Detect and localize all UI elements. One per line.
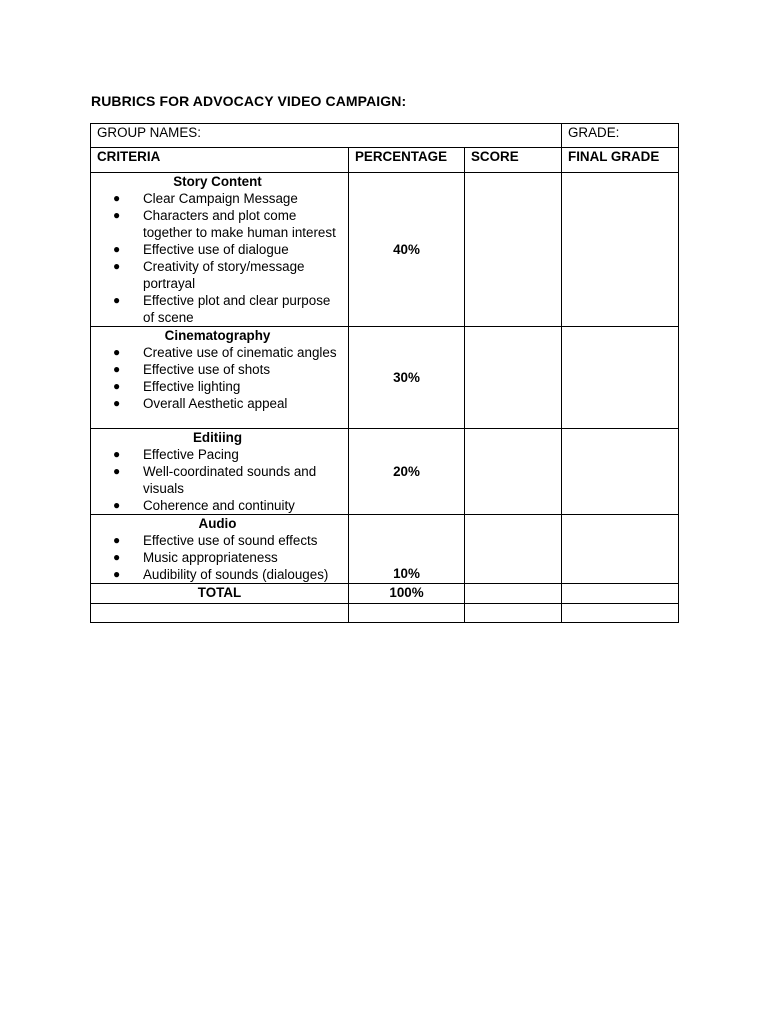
list-item [97,241,342,258]
bullet-icon: ● [113,345,121,359]
rubric-table [90,123,679,623]
criteria-cell [91,327,349,429]
bullet-icon: ● [113,533,121,547]
document-title: RUBRICS FOR ADVOCACY VIDEO CAMPAIGN: [91,93,407,109]
score-cell[interactable] [465,429,562,515]
criteria-cell [91,173,349,327]
final-grade-cell[interactable] [562,429,679,515]
total-row [91,584,679,604]
bullet-icon: ● [113,447,121,461]
percentage-cell: 40% [349,173,465,327]
total-final-grade-cell[interactable] [562,584,679,604]
list-item [97,497,342,514]
blank-cell[interactable] [465,604,562,623]
criterion-text: Effective Pacing [143,447,239,462]
criterion-text: Effective use of dialogue [143,242,289,257]
column-header-criteria: CRITERIA [91,148,349,173]
criteria-row-audio [91,515,679,584]
blank-row [91,604,679,623]
section-title: Audio [198,516,237,531]
list-item [97,463,342,497]
criterion-text: Effective use of shots [143,362,271,377]
group-names-row [91,124,679,148]
criteria-row-editing [91,429,679,515]
criterion-text: Music appropriateness [143,550,278,565]
final-grade-cell[interactable] [562,515,679,584]
column-header-final-grade: FINAL GRADE [562,148,679,173]
criterion-text: Well-coordinated sounds and visuals [143,464,317,496]
column-header-percentage: PERCENTAGE [349,148,465,173]
list-item [97,361,342,378]
list-item [97,207,342,241]
list-item [97,566,342,583]
bullet-icon: ● [113,379,121,393]
grade-cell[interactable]: GRADE: [562,124,679,148]
bullet-icon: ● [113,362,121,376]
list-item [97,344,342,361]
list-item [97,190,342,207]
bullet-icon: ● [113,191,121,205]
criterion-text: Overall Aesthetic appeal [143,396,288,411]
bullet-icon: ● [113,498,121,512]
list-item [97,446,342,463]
bullet-icon: ● [113,567,121,581]
percentage-cell: 20% [349,429,465,515]
percentage-cell: 30% [349,327,465,429]
list-item [97,258,342,292]
section-title: Cinematography [164,328,271,343]
total-score-cell[interactable] [465,584,562,604]
criteria-cell [91,429,349,515]
criteria-row-cinematography [91,327,679,429]
total-label: TOTAL [91,584,349,604]
criteria-list [97,446,342,514]
list-item [97,292,342,326]
criterion-text: Creativity of story/message portrayal [143,259,305,291]
criterion-text: Audibility of sounds (dialouges) [143,567,329,582]
column-header-row [91,148,679,173]
criterion-text: Clear Campaign Message [143,191,298,206]
bullet-icon: ● [113,550,121,564]
criterion-text: Effective plot and clear purpose of scene [143,293,331,325]
section-title: Editiing [192,430,243,445]
score-cell[interactable] [465,173,562,327]
final-grade-cell[interactable] [562,327,679,429]
group-names-cell[interactable]: GROUP NAMES: [91,124,562,148]
list-item [97,395,342,412]
criterion-text: Effective lighting [143,379,241,394]
percentage-cell: 10% [349,515,465,584]
total-percentage: 100% [349,584,465,604]
criterion-text: Creative use of cinematic angles [143,345,337,360]
criteria-list [97,190,342,326]
criterion-text: Effective use of sound effects [143,533,318,548]
section-title: Story Content [173,174,262,189]
list-item [97,378,342,395]
criteria-list [97,532,342,583]
column-header-score: SCORE [465,148,562,173]
blank-cell[interactable] [562,604,679,623]
list-item [97,549,342,566]
bullet-icon: ● [113,396,121,410]
bullet-icon: ● [113,293,121,307]
bullet-icon: ● [113,208,121,222]
blank-cell[interactable] [349,604,465,623]
blank-cell[interactable] [91,604,349,623]
bullet-icon: ● [113,242,121,256]
bullet-icon: ● [113,259,121,273]
score-cell[interactable] [465,515,562,584]
list-item [97,532,342,549]
criterion-text: Characters and plot come together to make human interest [143,208,336,240]
criterion-text: Coherence and continuity [143,498,295,513]
final-grade-cell[interactable] [562,173,679,327]
criteria-row-story-content [91,173,679,327]
criteria-cell [91,515,349,584]
score-cell[interactable] [465,327,562,429]
bullet-icon: ● [113,464,121,478]
criteria-list [97,344,342,412]
